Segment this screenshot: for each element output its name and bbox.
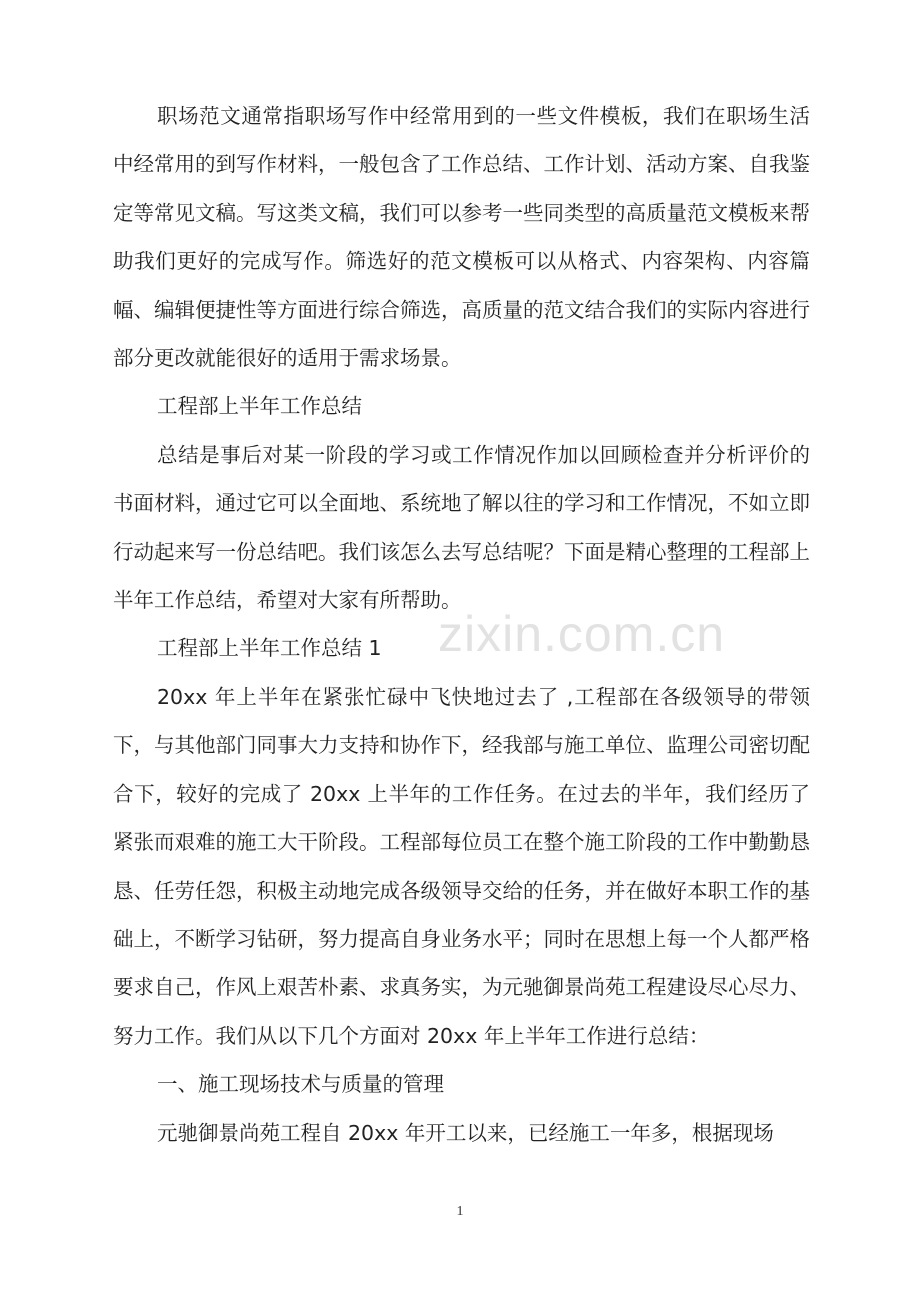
body-paragraph-continued: 元驰御景尚苑工程自 20xx 年开工以来，已经施工一年多，根据现场 [157, 1120, 774, 1145]
summary-intro-paragraph: 总结是事后对某一阶段的学习或工作情况作加以回顾检查并分析评价的书面材料，通过它可以全面地、系统地了解以往的学习和工作情况，不如立即行动起来写一份总结吧。我们该怎么去写总结呢？下面是精心整理的工程部上半年工作总结，希望对大家有所帮助。 [113, 442, 810, 613]
watermark: zixin.com.cn [438, 606, 726, 662]
page-number: 1 [456, 1204, 464, 1219]
section-heading-1: 一、施工现场技术与质量的管理 [157, 1072, 444, 1097]
section-title-1: 工程部上半年工作总结 1 [157, 636, 382, 661]
intro-paragraph: 职场范文通常指职场写作中经常用到的一些文件模板，我们在职场生活中经常用的到写作材料，一般包含了工作总结、工作计划、活动方案、自我鉴定等常见文稿。写这类文稿，我们可以参考一些同类型的高质量范文模板来帮助我们更好的完成写作。筛选好的范文模板可以从格式、内容架构、内容篇幅、编辑便捷性等方面进行综合筛选，高质量的范文结合我们的实际内容进行部分更改就能很好的适用于需求场景。 [113, 104, 810, 371]
body-paragraph: 20xx 年上半年在紧张忙碌中飞快地过去了 ,工程部在各级领导的带领下，与其他部门同事大力支持和协作下，经我部与施工单位、监理公司密切配合下，较好的完成了 20xx 上半年的工作任务。在过去的半年，我们经历了紧张而艰难的施工大干阶段。工程部每位员工在整个施工阶段的工作中勤勤恳恳、任劳任怨，积极主动地完成各级领导交给的任务，并在做好本职工作的基础上，不断学习钻研，努力提高自身业务水平；同时在思想上每一个人都严格要求自己，作风上艰苦朴素、求真务实，为元驰御景尚苑工程建设尽心尽力、努力工作。我们从以下几个方面对 20xx 年上半年工作进行总结： [113, 684, 810, 1048]
document-title: 工程部上半年工作总结 [157, 394, 362, 419]
